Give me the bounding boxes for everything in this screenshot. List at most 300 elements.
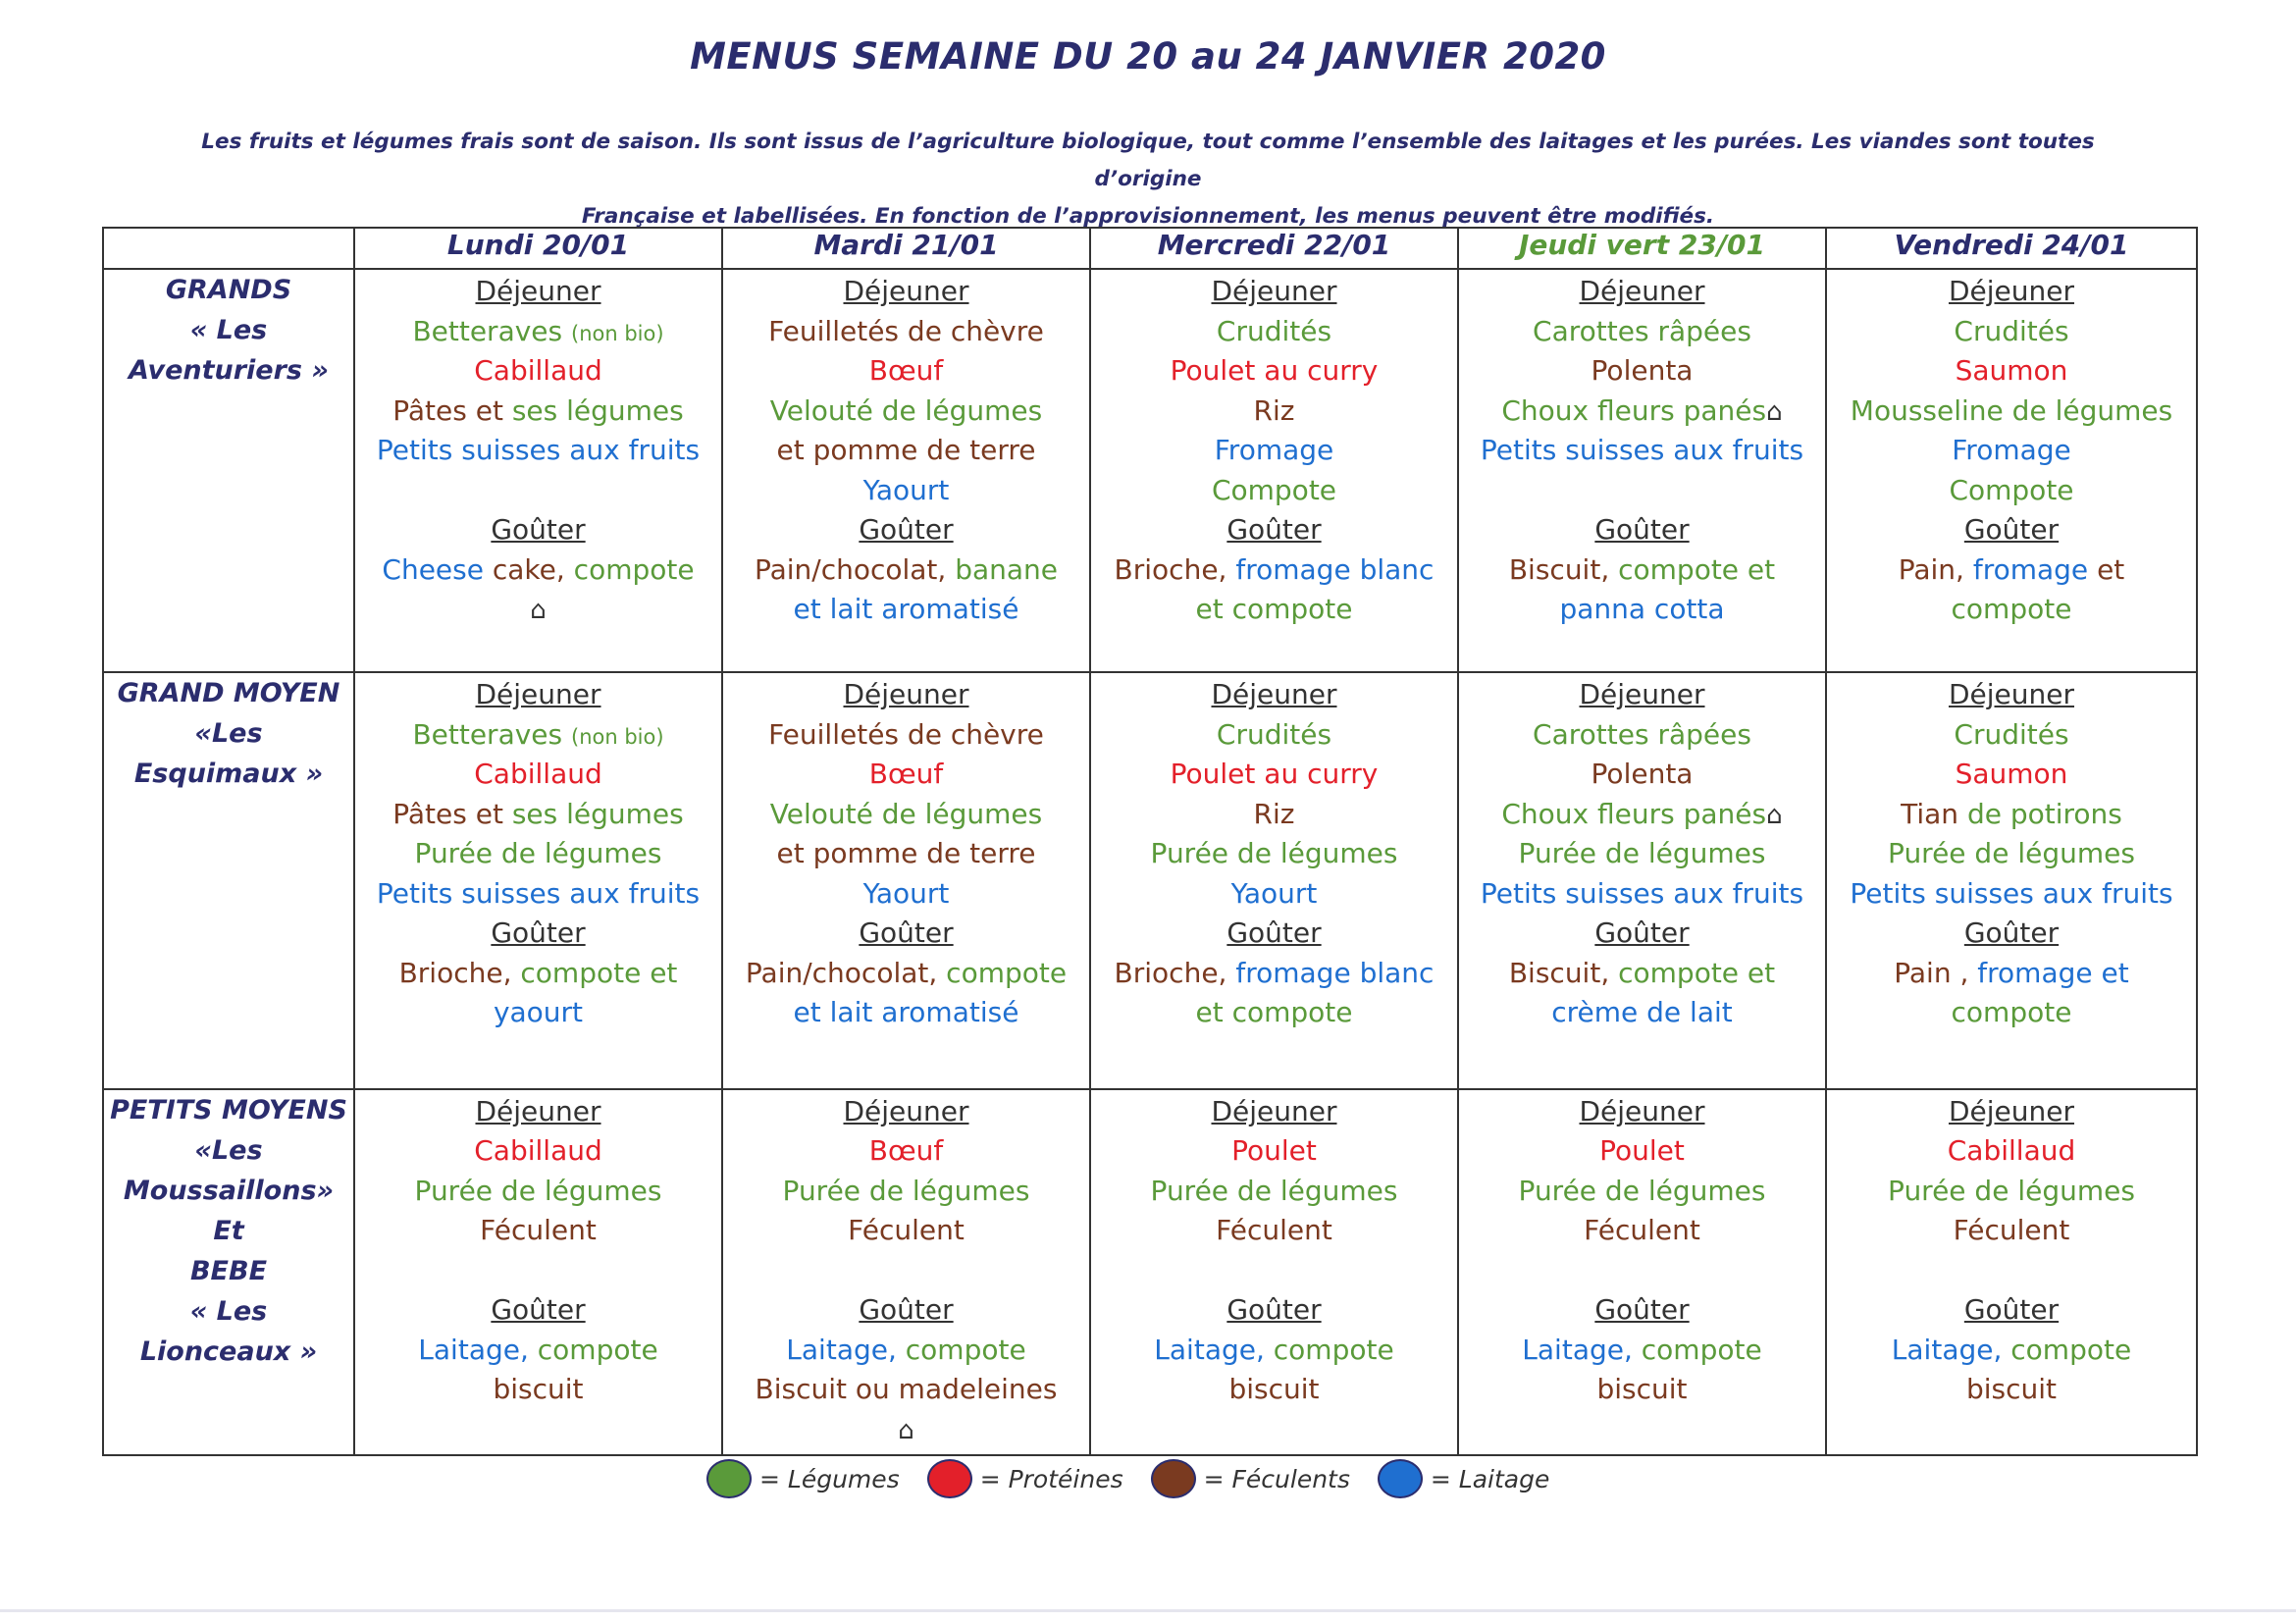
menu-line (355, 431, 721, 471)
menu-line (723, 312, 1089, 352)
menu-cell (1458, 672, 1826, 1088)
menu-item-text: et lait aromatisé (793, 593, 1019, 625)
menu-item-text: Laitage, (786, 1333, 906, 1366)
menu-line (723, 1251, 1089, 1291)
meal-heading: Déjeuner (843, 678, 969, 711)
menu-item-text: Brioche, (1114, 956, 1236, 989)
menu-item-text: ses légumes (511, 797, 684, 830)
menu-item-text: Laitage, (1522, 1333, 1642, 1366)
legend-label: = Protéines (979, 1464, 1123, 1493)
menu-item-text: (non bio) (571, 724, 664, 749)
menu-cell (1826, 1089, 2197, 1455)
menu-cell (722, 269, 1090, 672)
menu-line (355, 1370, 721, 1410)
day-header: Mardi 21/01 (722, 228, 1090, 269)
meal-heading: Déjeuner (1211, 275, 1337, 307)
meal-heading: Goûter (859, 513, 954, 546)
menu-line (1827, 550, 2196, 591)
menu-item-text: ses légumes (511, 393, 684, 427)
meal-heading: Déjeuner (1948, 678, 2075, 711)
menu-line (1091, 715, 1457, 756)
group-name-line: «Les (194, 718, 263, 750)
meal-heading: Déjeuner (475, 678, 601, 711)
menu-line (1091, 590, 1457, 630)
menu-line (1827, 1331, 2196, 1371)
menu-line (723, 590, 1089, 630)
menu-line (723, 675, 1089, 715)
menu-item-text: compote et (1618, 552, 1776, 586)
menu-item-text: panna cotta (1559, 593, 1725, 625)
menu-item-text: cake (492, 552, 556, 586)
menu-line (1459, 1172, 1825, 1212)
menu-item-text: banane (955, 552, 1059, 586)
menu-line (355, 993, 721, 1033)
menu-line (723, 1172, 1089, 1212)
day-header: Lundi 20/01 (354, 228, 722, 269)
menu-item-text: biscuit (1596, 1373, 1688, 1406)
menu-line (723, 1331, 1089, 1371)
menu-item-text: Petits suisses aux fruits (376, 434, 701, 466)
menu-item-text: Biscuit ou madeleines (755, 1373, 1058, 1406)
intro-line: Les fruits et légumes frais sont de saison. Ils sont issus de l’agriculture biologique, tout comme l’ensemble des laitages et les purées. Les viandes sont toutes d’origine (201, 130, 2095, 191)
menu-line (723, 795, 1089, 835)
legend-label: = Laitage (1430, 1464, 1550, 1493)
menu-line (1459, 392, 1825, 432)
menu-line (355, 1092, 721, 1132)
day-header: Jeudi vert 23/01 (1458, 228, 1826, 269)
color-legend (706, 1459, 1549, 1498)
menu-item-text: et pomme de terre (776, 837, 1036, 870)
menu-line (1827, 471, 2196, 511)
menu-line (1459, 675, 1825, 715)
menu-line (1459, 590, 1825, 630)
menu-item-text: Pâtes (392, 393, 467, 427)
page-title: MENUS SEMAINE DU 20 au 24 JANVIER 2020 (690, 35, 1606, 78)
house-icon: ⌂ (898, 1415, 914, 1445)
menu-item-text: Poulet (1599, 1134, 1685, 1168)
menu-item-text: Purée de légumes (1888, 837, 2135, 870)
menu-line (723, 755, 1089, 795)
menu-line (1459, 1251, 1825, 1291)
meal-heading: Déjeuner (1211, 1094, 1337, 1127)
menu-line (1827, 914, 2196, 954)
menu-item-text: compote (537, 1333, 658, 1366)
menu-line (1459, 1131, 1825, 1172)
meal-heading: Goûter (1963, 1293, 2060, 1327)
menu-item-text: Velouté de légumes (769, 393, 1043, 427)
menu-line (1459, 1092, 1825, 1132)
menu-cell (1090, 1089, 1458, 1455)
menu-item-text: (non bio) (571, 321, 664, 345)
menu-line (1459, 914, 1825, 954)
meal-heading: Déjeuner (1579, 275, 1705, 307)
menu-line (1459, 272, 1825, 312)
meal-heading: Goûter (1963, 513, 2060, 546)
menu-item-text: Brioche, (1114, 552, 1236, 586)
meal-heading: Goûter (1963, 916, 2060, 950)
menu-line (1091, 1092, 1457, 1132)
menu-line (1827, 834, 2196, 874)
menu-item-text: Riz (1253, 393, 1295, 427)
group-name-line: Lionceaux » (139, 1335, 318, 1367)
menu-item-text: Betteraves (412, 314, 572, 347)
menu-item-text: Petits suisses aux fruits (1480, 434, 1804, 466)
menu-item-text: Biscuit, (1508, 956, 1619, 989)
menu-line (355, 954, 721, 994)
group-name-line: Moussaillons» (123, 1175, 335, 1206)
menu-item-text: Biscuit, (1508, 552, 1619, 586)
menu-item-text: Bœuf (868, 1134, 944, 1168)
menu-item-text: Betteraves (412, 717, 572, 751)
menu-line (1091, 1290, 1457, 1331)
green-dot-icon (706, 1459, 752, 1498)
menu-line (355, 795, 721, 835)
group-row (103, 1089, 2197, 1455)
menu-item-text: Cabillaud (474, 758, 602, 791)
menu-item-text: compote (905, 1333, 1026, 1366)
menu-line (355, 715, 721, 756)
meal-heading: Goûter (491, 916, 586, 950)
group-name-line: PETITS MOYENS (110, 1094, 347, 1126)
menu-item-text: Pain , (1894, 956, 1978, 989)
meal-heading: Goûter (1226, 513, 1322, 546)
menu-line (1091, 795, 1457, 835)
meal-heading: Goûter (1226, 1293, 1322, 1327)
menu-item-text: Yaourt (862, 473, 950, 506)
menu-item-text: Bœuf (868, 354, 944, 387)
menu-item-text: et (466, 797, 512, 830)
corner-cell (103, 228, 354, 269)
menu-line (355, 590, 721, 630)
menu-line (1827, 272, 2196, 312)
menu-line (355, 1211, 721, 1251)
menu-line (723, 874, 1089, 915)
menu-item-text: crème de lait (1551, 996, 1733, 1029)
menu-item-text: compote (2010, 1333, 2132, 1366)
menu-item-text: Carottes râpées (1533, 717, 1751, 751)
meal-heading: Déjeuner (843, 1094, 969, 1127)
menu-line (1091, 1251, 1457, 1291)
menu-line (1091, 1370, 1457, 1410)
menu-cell (354, 269, 722, 672)
menu-item-text: Féculent (1584, 1214, 1700, 1247)
menu-item-text: Cabillaud (474, 354, 602, 387)
menu-line (1459, 351, 1825, 392)
menu-item-text: Feuilletés de chèvre (768, 314, 1044, 347)
menu-line (1091, 1131, 1457, 1172)
menu-line (723, 1092, 1089, 1132)
menu-line (723, 550, 1089, 591)
group-name-cell (103, 1089, 354, 1455)
menu-item-text: Pain/chocolat, (745, 956, 947, 989)
scan-edge (0, 1609, 2296, 1612)
menu-item-text: Velouté de légumes (769, 797, 1043, 830)
menu-line (1091, 312, 1457, 352)
menu-cell (1090, 269, 1458, 672)
group-name-line: GRAND MOYEN (117, 678, 340, 709)
menu-line (1827, 1172, 2196, 1212)
menu-line (1459, 874, 1825, 915)
meal-heading: Déjeuner (843, 275, 969, 307)
menu-line (723, 272, 1089, 312)
menu-item-text: Bœuf (868, 758, 944, 791)
menu-line (1827, 1092, 2196, 1132)
menu-item-text: Purée de légumes (1518, 1174, 1766, 1207)
group-name-line: « Les (189, 1295, 268, 1327)
menu-line (1459, 431, 1825, 471)
menu-cell (722, 1089, 1090, 1455)
menu-cell (1826, 269, 2197, 672)
menu-item-text: compote et (520, 956, 678, 989)
menu-item-text: Polenta (1591, 354, 1694, 387)
menu-item-text: Petits suisses aux fruits (376, 876, 701, 910)
menu-cell (1826, 672, 2197, 1088)
menu-line (1459, 1370, 1825, 1410)
menu-line (1091, 392, 1457, 432)
menu-line (1459, 1290, 1825, 1331)
meal-heading: Goûter (491, 1293, 586, 1327)
menu-line (355, 1172, 721, 1212)
menu-item-text: Féculent (1953, 1214, 2070, 1247)
menu-line (1827, 715, 2196, 756)
menu-line (355, 914, 721, 954)
menu-line (723, 1370, 1089, 1410)
menu-line (355, 1331, 721, 1371)
meal-heading: Déjeuner (1948, 275, 2075, 307)
menu-line (1091, 993, 1457, 1033)
menu-line (1459, 312, 1825, 352)
menu-line (1459, 834, 1825, 874)
house-icon: ⌂ (530, 596, 547, 625)
day-header-row (103, 228, 2197, 269)
menu-line (1459, 1331, 1825, 1371)
menu-item-text: et compote (1195, 996, 1353, 1029)
meal-heading: Goûter (1226, 916, 1322, 950)
menu-item-text: Cabillaud (474, 1134, 602, 1168)
menu-line (355, 1290, 721, 1331)
menu-item-text: compote (1641, 1333, 1762, 1366)
menu-item-text: compote et (1618, 956, 1776, 989)
menu-item-text: compote (1951, 996, 2072, 1029)
menu-line (355, 312, 721, 352)
menu-item-text: compote (573, 552, 695, 586)
meal-heading: Déjeuner (475, 275, 601, 307)
menu-line (1091, 431, 1457, 471)
menu-item-text: Purée de légumes (414, 1174, 662, 1207)
blue-dot-icon (1378, 1459, 1423, 1498)
meal-heading: Déjeuner (475, 1094, 601, 1127)
menu-line (723, 1211, 1089, 1251)
menu-item-text: Fromage (1952, 434, 2071, 466)
menu-item-text: et (466, 393, 512, 427)
menu-item-text: Cheese (382, 552, 493, 586)
menu-line (1459, 550, 1825, 591)
menu-item-text: yaourt (493, 996, 584, 1029)
menu-item-text: Crudités (1954, 314, 2069, 347)
intro-text (186, 124, 2110, 236)
menu-item-text: de potirons (1966, 797, 2122, 830)
menu-line (1091, 874, 1457, 915)
menu-line (1459, 1211, 1825, 1251)
menu-line (1091, 1172, 1457, 1212)
menu-item-text: Crudités (1216, 717, 1332, 751)
menu-line (1827, 1211, 2196, 1251)
menu-line (723, 392, 1089, 432)
menu-line (355, 1251, 721, 1291)
menu-line (1827, 874, 2196, 915)
legend-item-feculents (1151, 1459, 1350, 1498)
meal-heading: Goûter (1594, 1293, 1690, 1327)
menu-item-text: et pomme de terre (776, 434, 1036, 466)
legend-label: = Féculents (1203, 1464, 1350, 1493)
menu-item-text: Poulet (1231, 1134, 1317, 1168)
menu-line (1459, 715, 1825, 756)
menu-line (1827, 510, 2196, 550)
legend-item-laitage (1378, 1459, 1549, 1498)
menu-item-text: et (2088, 552, 2125, 586)
meal-heading: Déjeuner (1579, 1094, 1705, 1127)
menu-item-text: Polenta (1591, 758, 1694, 791)
menu-line (1091, 272, 1457, 312)
legend-item-proteines (927, 1459, 1123, 1498)
menu-line (355, 392, 721, 432)
menu-item-text: Purée de légumes (1518, 837, 1766, 870)
group-row (103, 269, 2197, 672)
menu-line (1091, 755, 1457, 795)
menu-item-text: et compote (1195, 593, 1353, 625)
group-row (103, 672, 2197, 1088)
group-name-line: Et (213, 1215, 244, 1246)
menu-item-text: Poulet au curry (1170, 758, 1379, 791)
menu-item-text: Brioche, (398, 956, 521, 989)
menu-item-text: Carottes râpées (1533, 314, 1751, 347)
menu-line (355, 675, 721, 715)
menu-item-text: Purée de légumes (414, 837, 662, 870)
menu-item-text: compote (1273, 1333, 1394, 1366)
menu-item-text: biscuit (1965, 1373, 2058, 1406)
menu-line (355, 351, 721, 392)
menu-item-text: Féculent (1216, 1214, 1332, 1247)
menu-line (1827, 1290, 2196, 1331)
house-icon: ⌂ (1766, 396, 1783, 427)
group-name-cell (103, 269, 354, 672)
menu-item-text: Purée de légumes (1888, 1174, 2135, 1207)
menu-item-text: fromage blanc (1235, 956, 1435, 989)
menu-item-text: Crudités (1216, 314, 1332, 347)
menu-item-text: Pain, (1898, 552, 1973, 586)
menu-item-text: biscuit (493, 1373, 584, 1406)
meal-heading: Déjeuner (1211, 678, 1337, 711)
menu-item-text: Petits suisses aux fruits (1480, 876, 1804, 910)
menu-line (1459, 471, 1825, 511)
menu-item-text: Purée de légumes (1150, 1174, 1398, 1207)
menu-item-text: , (555, 552, 574, 586)
menu-line (1091, 351, 1457, 392)
meal-heading: Goûter (859, 1293, 954, 1327)
menu-line (1091, 1211, 1457, 1251)
menu-line (1827, 431, 2196, 471)
meal-heading: Goûter (859, 916, 954, 950)
menu-item-text: Purée de légumes (782, 1174, 1030, 1207)
menu-line (723, 1290, 1089, 1331)
menu-line (1827, 795, 2196, 835)
group-name-line: Aventuriers » (129, 355, 329, 386)
menu-item-text: compote (1951, 593, 2072, 625)
menu-cell (354, 672, 722, 1088)
day-header: Mercredi 22/01 (1090, 228, 1458, 269)
meal-heading: Goûter (491, 513, 586, 546)
menu-item-text: Fromage (1214, 434, 1334, 466)
menu-item-text: Choux fleurs panés (1501, 393, 1767, 427)
menu-line (1091, 550, 1457, 591)
intro-line: Française et labellisées. En fonction de l’approvisionnement, les menus peuvent être modifiés. (581, 204, 1715, 229)
menu-line (355, 874, 721, 915)
menu-item-text: Laitage, (1154, 1333, 1274, 1366)
menu-line (723, 993, 1089, 1033)
menu-cell (1090, 672, 1458, 1088)
menu-line (723, 954, 1089, 994)
menu-line (723, 431, 1089, 471)
menu-item-text: Compote (1949, 473, 2074, 506)
menu-item-text: Mousseline de légumes (1850, 393, 2173, 427)
menu-item-text: Féculent (480, 1214, 597, 1247)
menu-item-text: Riz (1253, 797, 1295, 830)
meal-heading: Déjeuner (1948, 1094, 2075, 1127)
menu-line (1827, 1131, 2196, 1172)
menu-item-text: fromage blanc (1235, 552, 1435, 586)
menu-item-text: Saumon (1955, 758, 2068, 791)
menu-line (1091, 510, 1457, 550)
menu-line (1459, 954, 1825, 994)
menu-item-text: Yaourt (862, 876, 950, 910)
menu-line (1827, 954, 2196, 994)
menu-cell (354, 1089, 722, 1455)
menu-line (355, 1131, 721, 1172)
menu-line (1091, 834, 1457, 874)
menu-item-text: Compote (1211, 473, 1337, 506)
menu-item-text: Choux fleurs panés (1501, 797, 1767, 830)
menu-item-text: Laitage, (418, 1333, 538, 1366)
legend-label: = Légumes (759, 1464, 900, 1493)
menu-line (1459, 993, 1825, 1033)
menu-line (1827, 1370, 2196, 1410)
menu-line (723, 471, 1089, 511)
menu-line (723, 715, 1089, 756)
group-name-line: Esquimaux » (133, 759, 324, 790)
brown-dot-icon (1151, 1459, 1196, 1498)
meal-heading: Goûter (1594, 916, 1690, 950)
day-header: Vendredi 24/01 (1826, 228, 2197, 269)
menu-line (355, 510, 721, 550)
menu-line (1827, 755, 2196, 795)
menu-line (723, 1131, 1089, 1172)
menu-item-text: Laitage, (1891, 1333, 2011, 1366)
menu-item-text: fromage et (1977, 956, 2129, 989)
menu-line (1091, 471, 1457, 511)
menu-line (1091, 675, 1457, 715)
menu-item-text: Crudités (1954, 717, 2069, 751)
menu-line (1827, 590, 2196, 630)
menu-line (723, 1410, 1089, 1450)
menu-line (355, 550, 721, 591)
menu-item-text: Tian (1901, 797, 1967, 830)
menu-line (723, 834, 1089, 874)
red-dot-icon (927, 1459, 972, 1498)
menu-line (1827, 1251, 2196, 1291)
menu-line (723, 510, 1089, 550)
menu-item-text: biscuit (1228, 1373, 1320, 1406)
menu-line (723, 914, 1089, 954)
